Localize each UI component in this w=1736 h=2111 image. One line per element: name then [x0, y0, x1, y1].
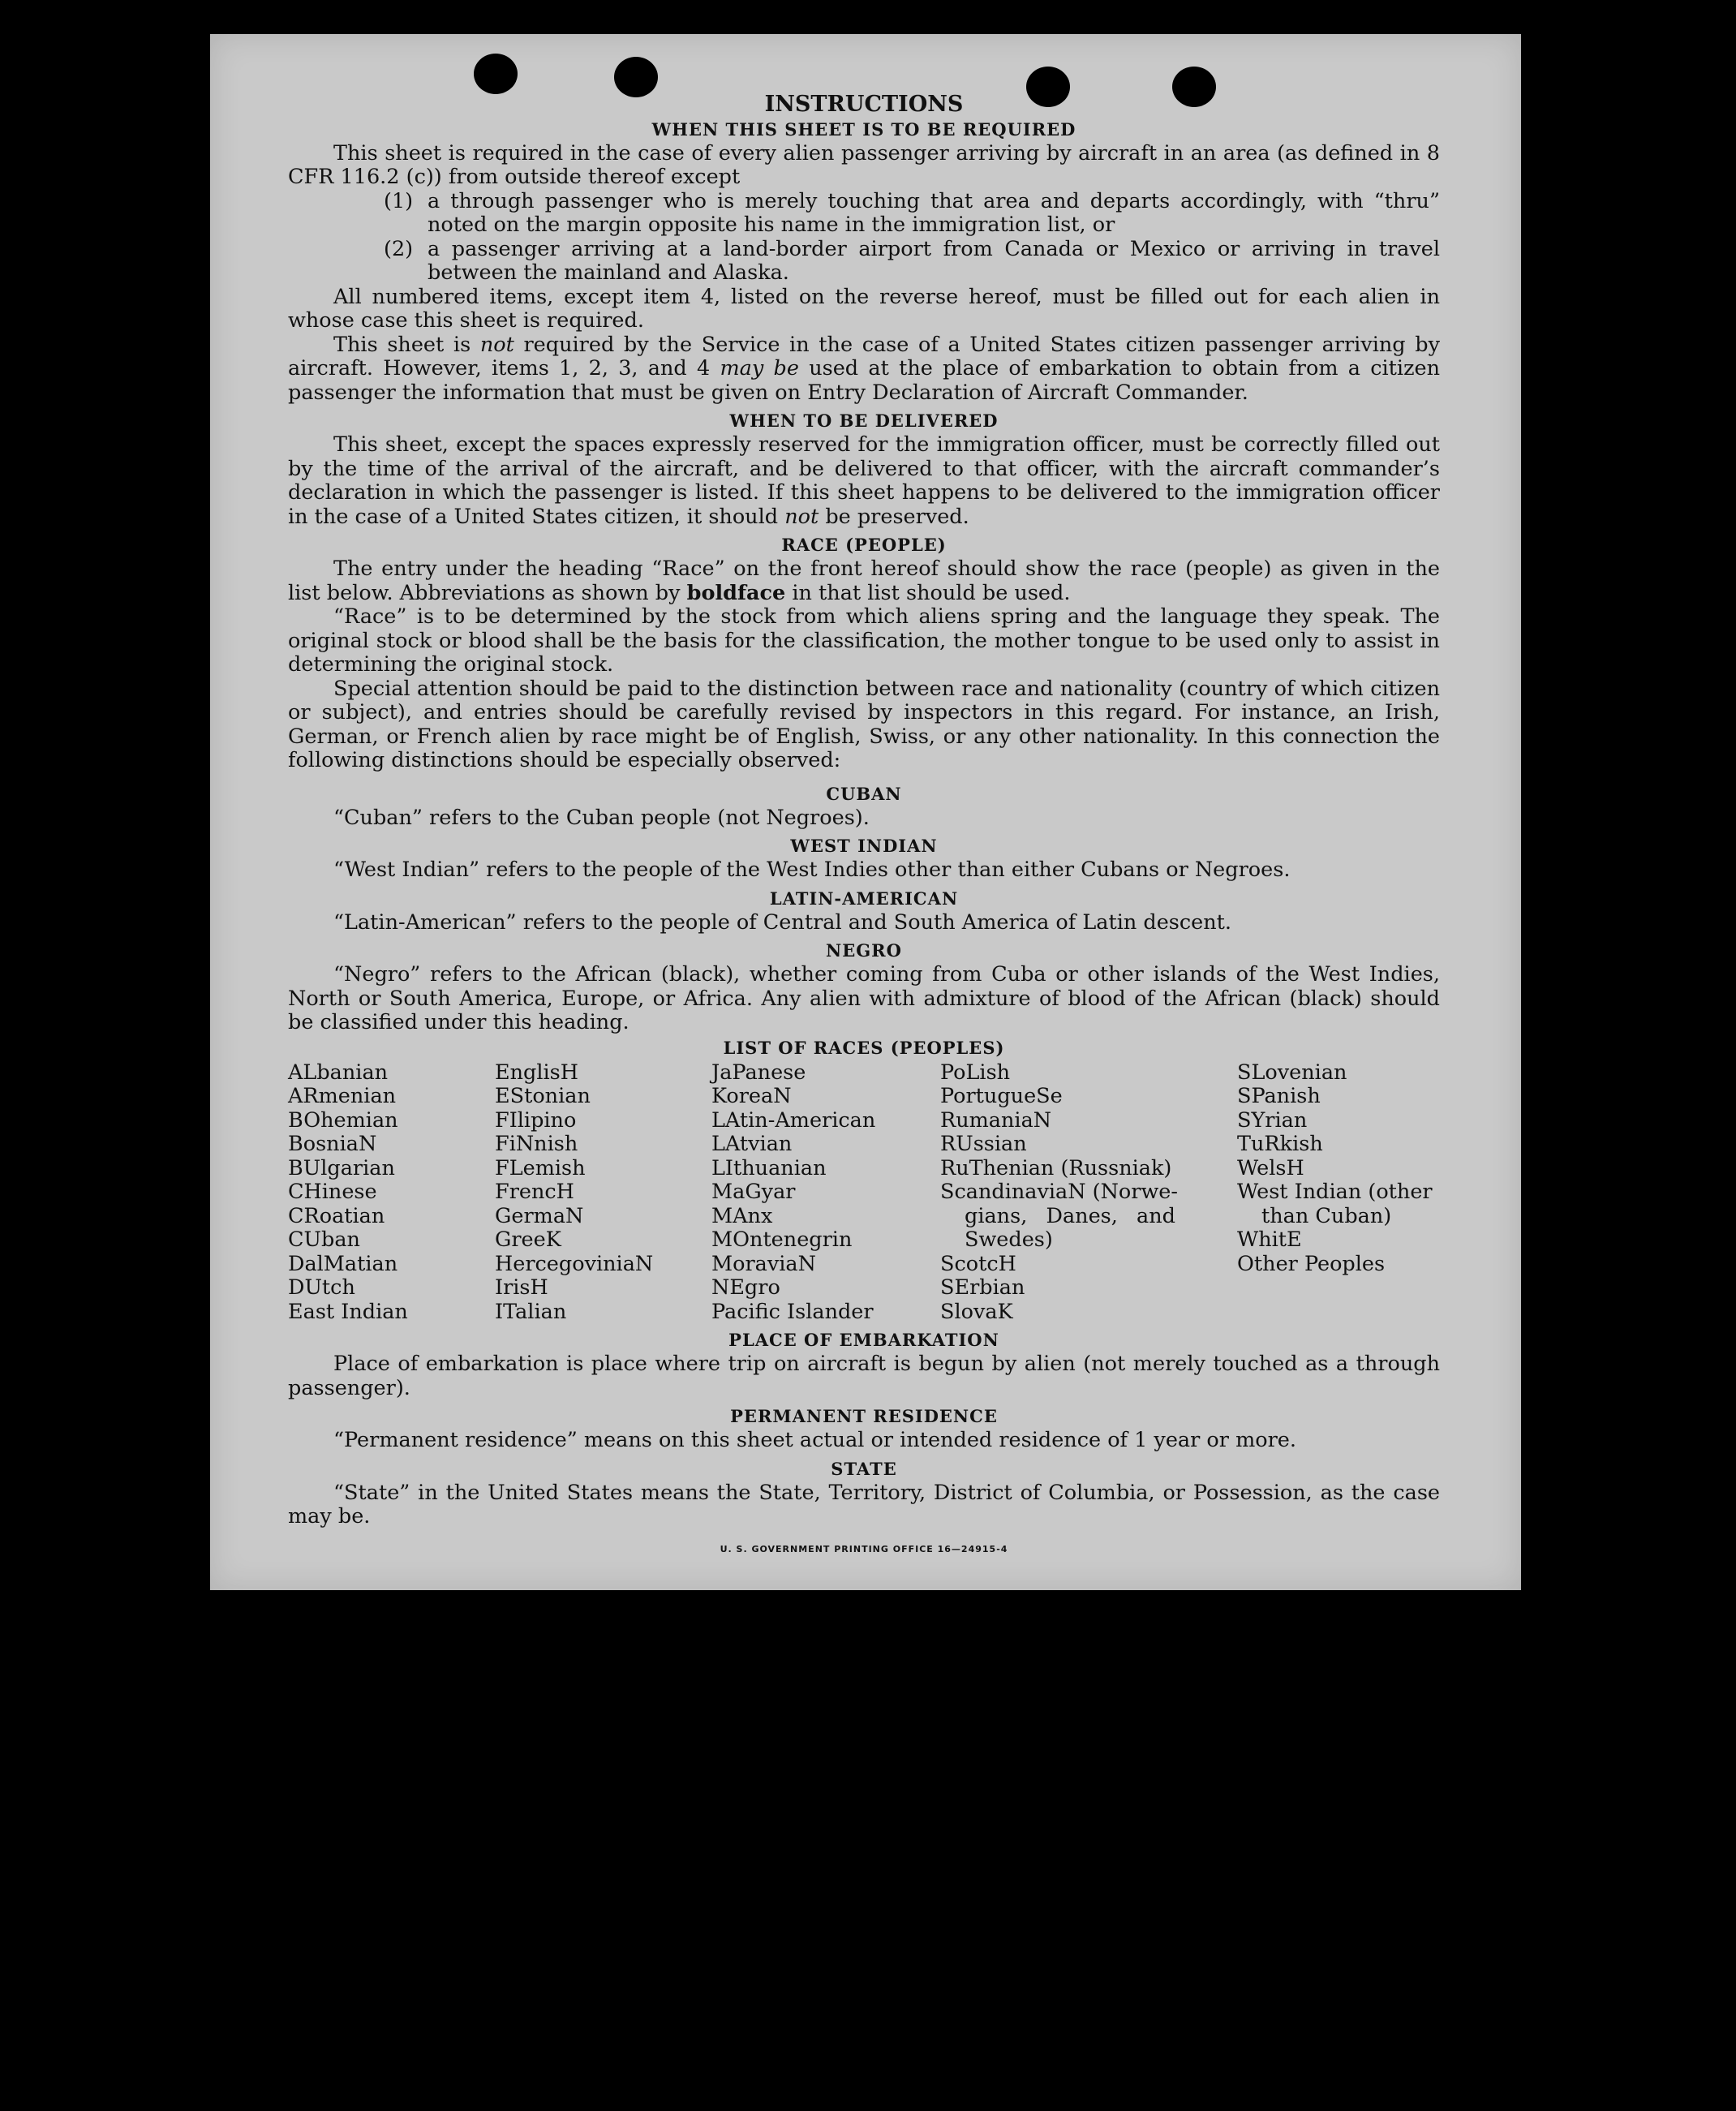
- text-run-bold: boldface: [686, 580, 786, 605]
- text-run: required by the Service in the case of a United States citizen passenger arriving by aircraft. However, items 1, 2, 3, and 4: [288, 332, 1441, 380]
- text-run-italic: may be: [720, 356, 799, 380]
- heading-latin-american: LATIN-AMERICAN: [769, 888, 959, 909]
- race-entry: CRoatian: [288, 1203, 385, 1228]
- heading-cuban: CUBAN: [826, 783, 902, 804]
- race-entry: ITalian: [495, 1299, 567, 1324]
- race-entry: LAtin-American: [711, 1107, 876, 1133]
- race-entry: KoreaN: [711, 1084, 792, 1108]
- paragraph: [288, 433, 1440, 529]
- heading-required: WHEN THIS SHEET IS TO BE REQUIRED: [651, 118, 1076, 140]
- race-entry: BOhemian: [288, 1107, 398, 1133]
- document-sheet: [210, 34, 1521, 1590]
- race-column: [711, 1061, 940, 1325]
- text-run: used at the place of embarkation to obtain from a citizen passenger the information that must be given on Entry Declaration of Aircraft Commander.: [288, 356, 1441, 405]
- race-entry: LIthuanian: [711, 1155, 827, 1180]
- race-entry: BUlgarian: [288, 1155, 395, 1180]
- race-entry: ScotcH: [940, 1251, 1016, 1276]
- race-entry: than Cuban): [1261, 1203, 1392, 1228]
- race-entry: ARmenian: [288, 1084, 397, 1108]
- race-entry: PoLish: [940, 1060, 1011, 1085]
- heading-list-of-races: LIST OF RACES (PEOPLES): [723, 1037, 1005, 1058]
- race-entry: EnglisH: [495, 1060, 578, 1085]
- race-entry: CUban: [288, 1227, 360, 1252]
- race-list: [288, 1061, 1440, 1325]
- heading-state: STATE: [831, 1458, 897, 1479]
- race-entry: SlovaK: [940, 1299, 1013, 1324]
- paragraph: “West Indian” refers to the people of the West Indies other than either Cubans or Negroes.: [333, 858, 1291, 882]
- race-entry: NEgro: [711, 1275, 780, 1300]
- heading-delivered: WHEN TO BE DELIVERED: [729, 411, 999, 431]
- race-entry: IrisH: [495, 1275, 548, 1300]
- text-run: The entry under the heading “Race” on the front hereof should show the race (people) as given in the list below. Abbreviations as shown by: [288, 557, 1440, 605]
- race-entry: MoraviaN: [711, 1251, 816, 1276]
- text-run: This sheet, except the spaces expressly reserved for the immigration officer, must be correctly filled out by the time of the arrival of the aircraft, and be delivered to that officer, with the aircraft commander’s declaration in which the passenger is listed. If this sheet happens to be delivered to the immigration officer in the case of a United States citizen, it should: [288, 432, 1440, 529]
- race-entry: ALbanian: [288, 1060, 389, 1085]
- punch-hole: [614, 57, 658, 97]
- paragraph: Place of embarkation is place where trip on aircraft is begun by alien (not merely touched as a through passenger).: [288, 1352, 1440, 1400]
- instructions-body: [288, 92, 1440, 1561]
- printer-imprint: U. S. GOVERNMENT PRINTING OFFICE 16—24915-4: [720, 1543, 1008, 1554]
- page-title: INSTRUCTIONS: [764, 92, 964, 117]
- text-run: be preserved.: [819, 504, 969, 529]
- race-column: [940, 1061, 1237, 1325]
- paragraph: This sheet is required in the case of every alien passenger arriving by aircraft in an area (as defined in 8 CFR 116.2 (c)) from outside thereof except: [288, 140, 1440, 189]
- race-entry: DUtch: [288, 1275, 355, 1300]
- race-entry: East Indian: [288, 1299, 408, 1324]
- race-entry: GermaN: [495, 1203, 584, 1228]
- heading-residence: PERMANENT RESIDENCE: [730, 1406, 998, 1426]
- race-entry: RUssian: [940, 1132, 1027, 1156]
- paragraph: “State” in the United States means the State, Territory, District of Columbia, or Possession, as the case may be.: [288, 1480, 1440, 1528]
- race-entry: WhitE: [1237, 1227, 1302, 1252]
- text-run: This sheet is: [333, 332, 480, 357]
- race-entry: SPanish: [1237, 1084, 1321, 1108]
- paragraph: “Negro” refers to the African (black), whether coming from Cuba or other islands of the West Indies, North or South America, Europe, or Africa. Any alien with admixture of blood of the African (black) should be classified under this heading.: [288, 962, 1440, 1034]
- race-entry: West Indian (other: [1237, 1180, 1433, 1204]
- race-entry: DalMatian: [288, 1251, 398, 1276]
- heading-embarkation: PLACE OF EMBARKATION: [728, 1330, 999, 1350]
- paragraph: “Cuban” refers to the Cuban people (not Negroes).: [333, 805, 870, 830]
- race-entry: FiNnish: [495, 1132, 578, 1156]
- heading-negro: NEGRO: [826, 940, 902, 961]
- item-text: a through passenger who is merely touching that area and departs accordingly, with “thru” noted on the margin opposite his name in the immigration list, or: [428, 188, 1440, 237]
- race-entry: MAnx: [711, 1203, 773, 1228]
- race-entry: RuThenian (Russniak): [940, 1155, 1172, 1180]
- race-entry: WelsH: [1237, 1155, 1304, 1180]
- race-entry: CHinese: [288, 1180, 377, 1204]
- race-entry: GreeK: [495, 1227, 561, 1252]
- race-entry: HercegoviniaN: [495, 1251, 654, 1276]
- race-entry: RumaniaN: [940, 1107, 1052, 1133]
- paragraph: Special attention should be paid to the distinction between race and nationality (country of which citizen or subject), and entries should be carefully revised by inspectors in this regard. For instance, an Irish, German, or French alien by race might be of English, Swiss, or any other nationality. In this connection the following distinctions should be especially observed:: [288, 676, 1440, 772]
- item-text: a passenger arriving at a land-border airport from Canada or Mexico or arriving in travel between the mainland and Alaska.: [428, 236, 1440, 285]
- race-entry: TuRkish: [1237, 1132, 1323, 1156]
- paragraph: “Latin-American” refers to the people of Central and South America of Latin descent.: [333, 909, 1232, 935]
- race-column: [495, 1061, 711, 1325]
- heading-race: RACE (PEOPLE): [781, 535, 947, 555]
- race-entry: Other Peoples: [1237, 1251, 1386, 1276]
- text-run-italic: not: [784, 504, 819, 529]
- text-run-italic: not: [479, 332, 514, 357]
- race-column: [288, 1061, 495, 1325]
- paragraph: “Race” is to be determined by the stock from which aliens spring and the language they speak. The original stock or blood shall be the basis for the classification, the mother tongue to be used only to assist in determining the original stock.: [288, 604, 1440, 677]
- race-entry: FrencH: [495, 1180, 574, 1204]
- race-entry: MaGyar: [711, 1180, 796, 1204]
- race-entry: SYrian: [1237, 1107, 1308, 1133]
- item-number: (1): [384, 188, 414, 213]
- list-item: [288, 238, 1440, 286]
- race-entry: MOntenegrin: [711, 1227, 853, 1252]
- heading-west-indian: WEST INDIAN: [790, 836, 938, 856]
- paragraph: “Permanent residence” means on this sheet actual or intended residence of 1 year or more.: [333, 1428, 1296, 1452]
- paragraph: [288, 333, 1440, 406]
- race-column: [1237, 1061, 1440, 1325]
- race-entry: ScandinaviaN (Norwe-: [940, 1180, 1179, 1204]
- race-entry: SErbian: [940, 1275, 1025, 1300]
- race-entry: JaPanese: [711, 1060, 806, 1085]
- race-entry: LAtvian: [711, 1132, 793, 1156]
- paragraph: [288, 557, 1440, 605]
- race-entry: FLemish: [495, 1155, 586, 1180]
- text-run: in that list should be used.: [785, 580, 1071, 605]
- race-entry: SLovenian: [1237, 1060, 1347, 1085]
- race-entry: EStonian: [495, 1084, 591, 1108]
- paragraph: All numbered items, except item 4, listed on the reverse hereof, must be filled out for each alien in whose case this sheet is required.: [288, 284, 1440, 333]
- punch-hole: [474, 54, 518, 94]
- race-entry: Swedes): [965, 1227, 1053, 1252]
- race-entry: BosniaN: [288, 1132, 377, 1156]
- race-entry: PortugueSe: [940, 1084, 1063, 1108]
- race-entry: FIlipino: [495, 1107, 577, 1133]
- race-entry: Pacific Islander: [711, 1299, 874, 1324]
- race-entry: gians, Danes, and: [965, 1203, 1175, 1228]
- list-item: [288, 190, 1440, 238]
- item-number: (2): [384, 236, 414, 261]
